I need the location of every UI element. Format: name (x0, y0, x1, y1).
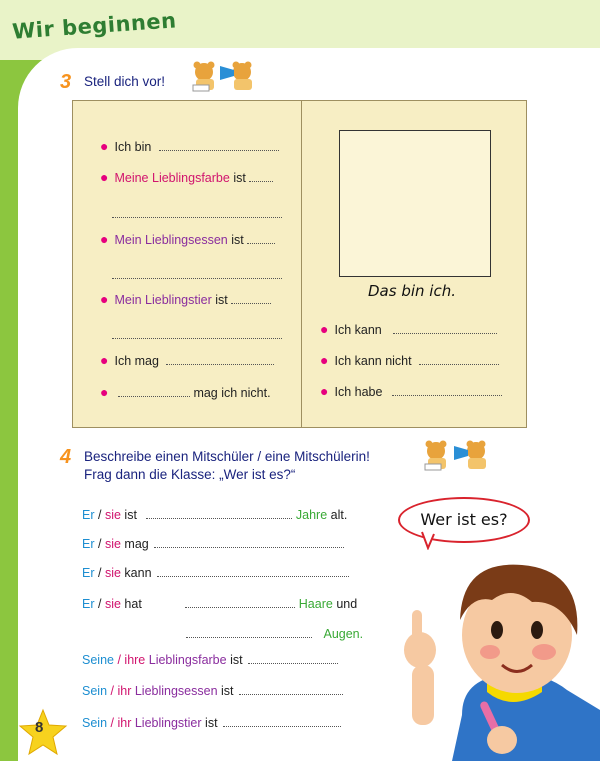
speech-bubble: Wer ist es? (398, 497, 530, 543)
answer-field[interactable] (419, 354, 499, 365)
line-farbe: Seine / ihre Lieblingsfarbe ist (82, 653, 338, 667)
bear-megaphone-icon (422, 438, 502, 472)
exercise-3-title: Stell dich vor! (84, 74, 166, 89)
answer-field[interactable] (392, 385, 502, 396)
exercise-4-title-line2: Frag dann die Klasse: „Wer ist es?“ (84, 467, 296, 482)
bullet-icon: ● (320, 352, 329, 368)
answer-field[interactable] (223, 716, 341, 727)
line-ich-bin: ● Ich bin (100, 138, 279, 154)
bear-writing-icon (190, 60, 270, 92)
answer-field[interactable] (159, 140, 279, 151)
answer-field[interactable] (248, 653, 338, 664)
bullet-icon: ● (100, 231, 109, 247)
line-hat: Er / sie hat Haare und (82, 597, 358, 611)
photo-frame[interactable] (339, 130, 491, 277)
bullet-icon: ● (320, 383, 329, 399)
answer-field[interactable] (231, 293, 271, 304)
photo-caption: Das bin ich. (368, 282, 456, 300)
line-lieblingsessen: ● Mein Lieblingsessen ist (100, 231, 275, 247)
line-mag-nicht: ● mag ich nicht. (100, 384, 271, 400)
answer-field[interactable] (112, 326, 282, 344)
line-augen: Augen. (186, 627, 363, 641)
line-tier: Sein / ihr Lieblingstier ist (82, 716, 341, 730)
bullet-icon: ● (100, 169, 109, 185)
section-title: Wir beginnen (11, 8, 178, 44)
exercise-number-3: 3 (60, 71, 72, 93)
answer-field[interactable] (249, 171, 273, 182)
bullet-icon: ● (100, 384, 109, 400)
bullet-icon: ● (100, 138, 109, 154)
line-ich-kann: ● Ich kann (320, 321, 497, 337)
line-mag: Er / sie mag (82, 537, 344, 551)
answer-field[interactable] (247, 233, 275, 244)
answer-field[interactable] (157, 566, 349, 577)
line-kann-nicht: ● Ich kann nicht (320, 352, 499, 368)
line-lieblingstier: ● Mein Lieblingstier ist (100, 291, 271, 307)
exercise-4-title-line1: Beschreibe einen Mitschüler / eine Mitschülerin! (84, 449, 370, 464)
answer-field[interactable] (146, 508, 292, 519)
bullet-icon: ● (100, 352, 109, 368)
answer-field[interactable] (186, 627, 312, 638)
line-ich-mag: ● Ich mag (100, 352, 274, 368)
line-essen: Sein / ihr Lieblingsessen ist (82, 684, 343, 698)
line-kann: Er / sie kann (82, 566, 349, 580)
bullet-icon: ● (320, 321, 329, 337)
answer-field[interactable] (112, 266, 282, 284)
line-ich-habe: ● Ich habe (320, 383, 502, 399)
bullet-icon: ● (100, 291, 109, 307)
line-alter: Er / sie ist Jahre alt. (82, 508, 348, 522)
answer-field[interactable] (112, 205, 282, 223)
answer-field[interactable] (118, 386, 190, 397)
page-number: 8 (35, 719, 44, 736)
answer-field[interactable] (166, 354, 274, 365)
answer-field[interactable] (154, 537, 344, 548)
boy-illustration (392, 540, 600, 761)
answer-field[interactable] (239, 684, 343, 695)
answer-field[interactable] (185, 597, 295, 608)
line-lieblingsfarbe: ● Meine Lieblingsfarbe ist (100, 169, 273, 185)
exercise-number-4: 4 (60, 446, 72, 468)
answer-field[interactable] (393, 323, 497, 334)
